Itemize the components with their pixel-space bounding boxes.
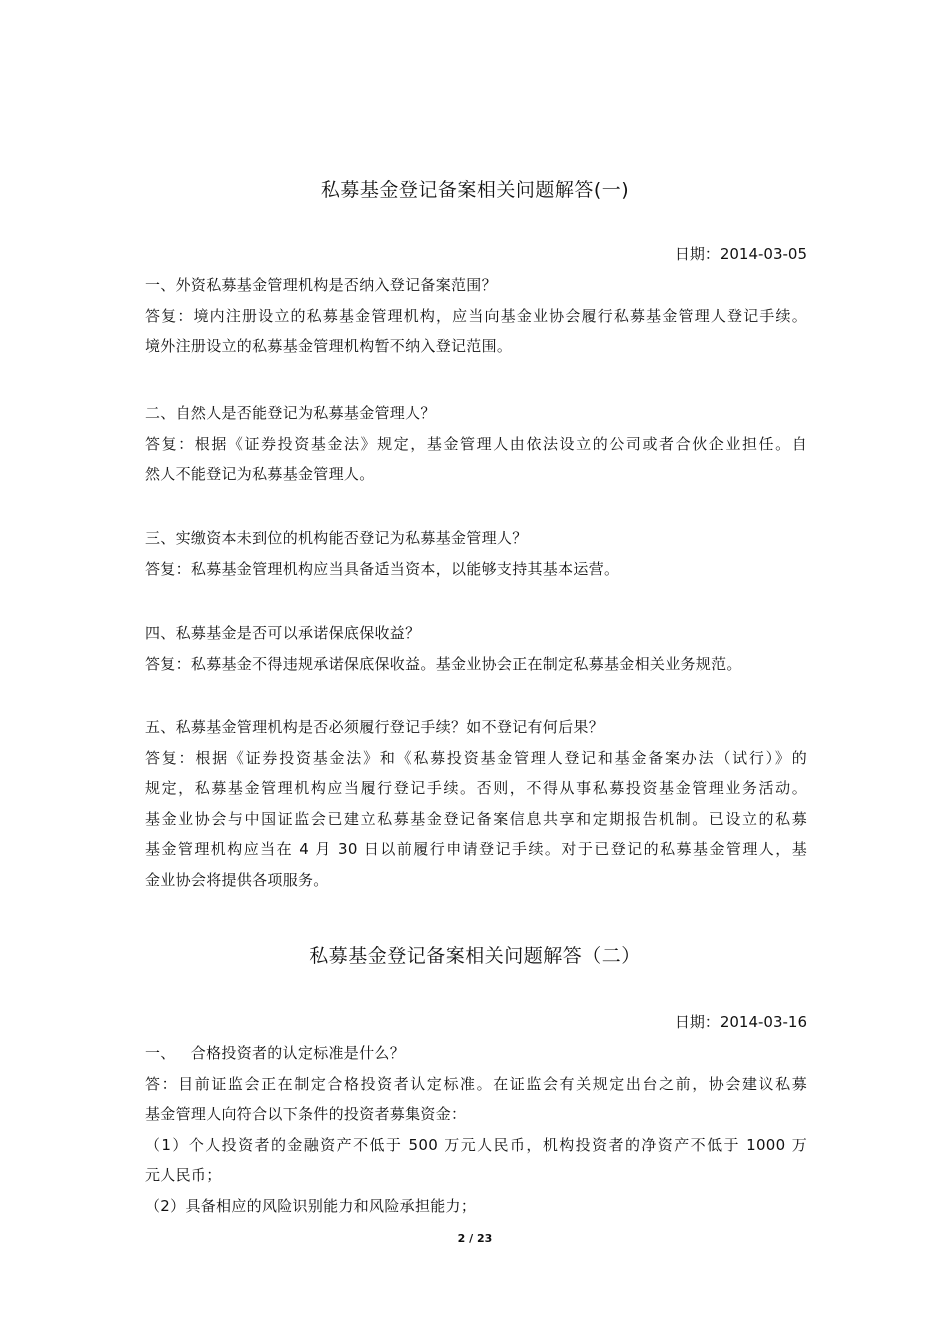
answer-text: 基金业协会与中国证监会已建立私募基金登记备案信息共享和定期报告机制。已设立的私募: [145, 809, 807, 828]
qa-item-1: [145, 270, 807, 362]
answer-text: 基金管理机构应当在 4 月 30 日以前履行申请登记手续。对于已登记的私募基金管理人，基: [145, 840, 807, 858]
section2-title: 私募基金登记备案相关问题解答（二）: [309, 945, 641, 967]
qa-item-4: [145, 618, 807, 679]
answer-text: 答复：境内注册设立的私募基金管理机构，应当向基金业协会履行私募基金管理人登记手续。: [145, 306, 807, 325]
answer-text: 答复：私募基金管理机构应当具备适当资本，以能够支持其基本运营。: [145, 559, 620, 578]
question-text: 三、实缴资本未到位的机构能否登记为私募基金管理人？: [145, 529, 528, 547]
page-number: 2 / 23: [457, 1232, 493, 1245]
section2-body: [145, 1038, 807, 1221]
answer-text: 然人不能登记为私募基金管理人。: [145, 465, 375, 483]
question-text: 一、外资私募基金管理机构是否纳入登记备案范围？: [145, 276, 497, 294]
question-text: 五、私募基金管理机构是否必须履行登记手续？如不登记有何后果？: [145, 718, 605, 736]
list-item: （2）具备相应的风险识别能力和风险承担能力；: [145, 1196, 477, 1215]
answer-text: 答：目前证监会正在制定合格投资者认定标准。在证监会有关规定出台之前，协会建议私募: [145, 1074, 807, 1093]
question-text: 一、 合格投资者的认定标准是什么？: [145, 1044, 406, 1062]
answer-text: 基金管理人向符合以下条件的投资者募集资金：: [145, 1105, 467, 1123]
answer-text: 答复：根据《证券投资基金法》规定，基金管理人由依法设立的公司或者合伙企业担任。自: [145, 434, 807, 453]
qa-item-3: [145, 523, 807, 584]
answer-text: 答复：根据《证券投资基金法》和《私募投资基金管理人登记和基金备案办法（试行）》的: [145, 748, 807, 767]
section1-title: 私募基金登记备案相关问题解答(一): [320, 179, 630, 201]
section1-date: 日期：2014-03-05: [674, 245, 807, 263]
list-item: 元人民币；: [145, 1166, 222, 1184]
qa-item-2: [145, 398, 807, 490]
list-item: （1）个人投资者的金融资产不低于 500 万元人民币，机构投资者的净资产不低于 1000 万: [145, 1135, 807, 1154]
answer-text: 金业协会将提供各项服务。: [145, 870, 329, 889]
qa-item-5: [145, 712, 807, 895]
answer-text: 答复：私募基金不得违规承诺保底保收益。基金业协会正在制定私募基金相关业务规范。: [145, 654, 742, 673]
question-text: 二、自然人是否能登记为私募基金管理人？: [145, 404, 436, 422]
answer-text: 规定，私募基金管理机构应当履行登记手续。否则，不得从事私募投资基金管理业务活动。: [145, 779, 807, 797]
question-text: 四、私募基金是否可以承诺保底保收益？: [145, 624, 421, 642]
section2-date: 日期：2014-03-16: [674, 1013, 807, 1031]
answer-text: 境外注册设立的私募基金管理机构暂不纳入登记范围。: [145, 337, 513, 355]
